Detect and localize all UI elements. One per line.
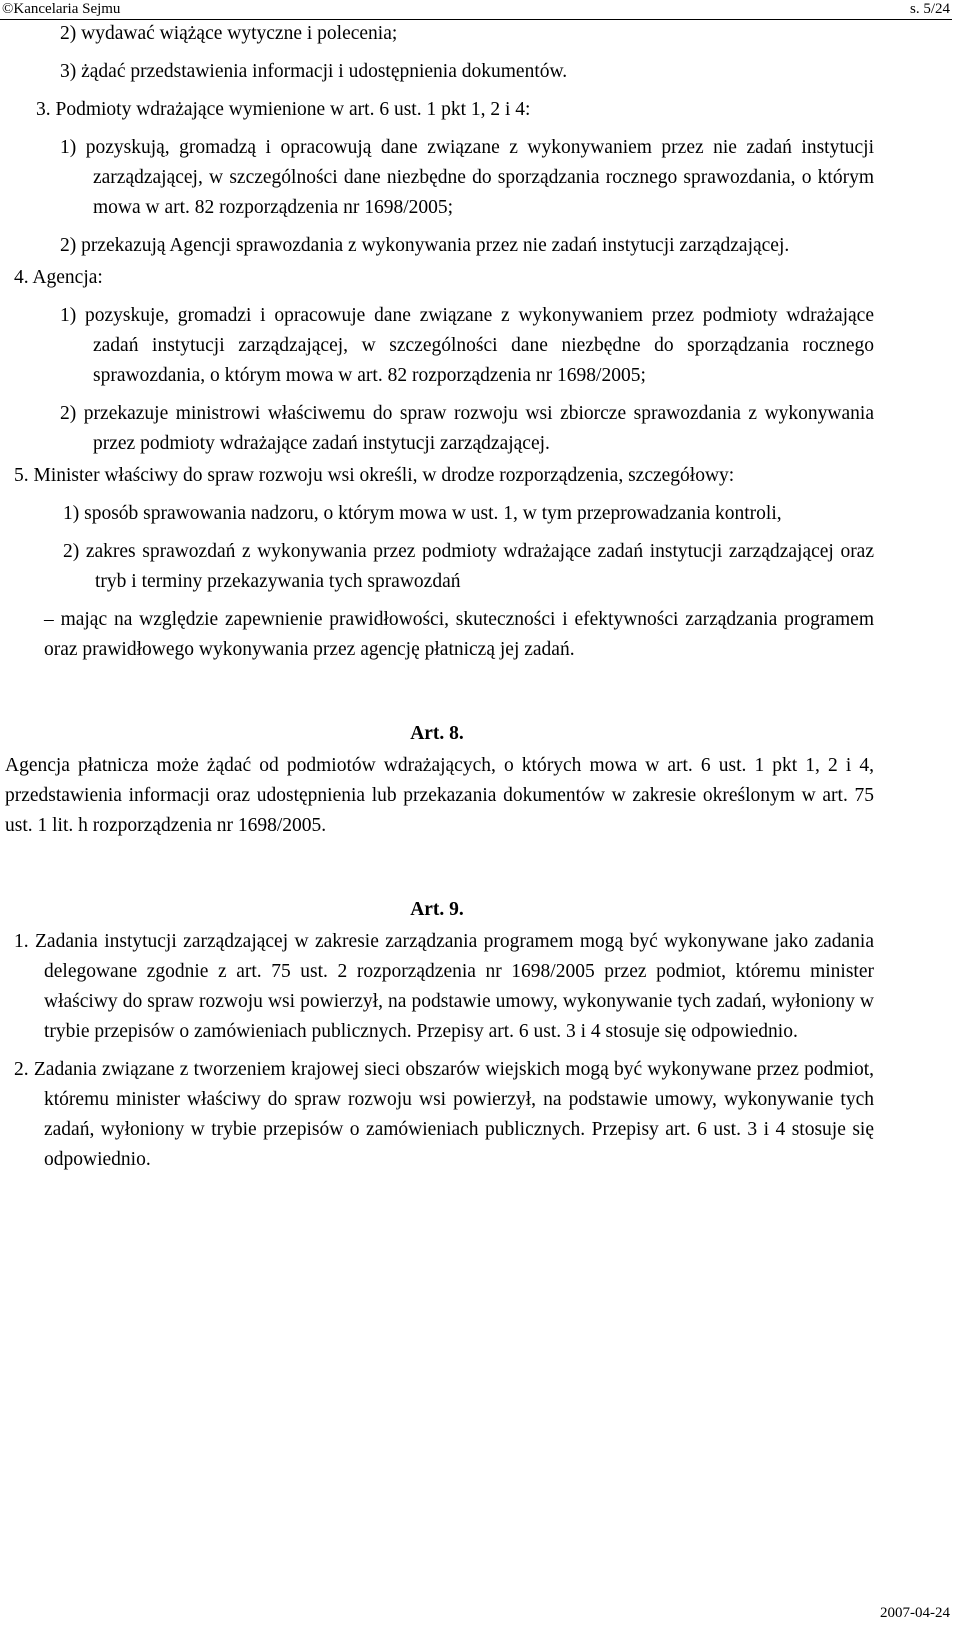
list-item: 1) pozyskuje, gromadzi i opracowuje dane związane z wykonywaniem przez podmioty wdrażające zadań instytucji zarządzającej, w szczególności dane niezbędne do sporządzania rocznego sprawozdania, o którym mowa w art. 82 rozporządzenia nr 1698/2005; [60,305,874,386]
article-9-para-2: 2. Zadania związane z tworzeniem krajowej sieci obszarów wiejskich mogą być wykonywane przez podmiot, któremu minister właściwy do spraw rozwoju wsi powierzył, na podstawie umowy, wykonywanie tych zadań, wyłoniony w trybie przepisów o zamówieniach publicznych. Przepisy art. 6 ust. 3 i 4 stosuje się odpowiednio. [14,1059,874,1170]
header-source: ©Kancelaria Sejmu [2,1,121,17]
article-8-title: Art. 8. [410,723,464,744]
list-item: 2) przekazują Agencji sprawozdania z wykonywania przez nie zadań instytucji zarządzającej. [60,235,790,256]
list-item: 1) pozyskują, gromadzą i opracowują dane związane z wykonywaniem przez nie zadań instytucji zarządzającej, w szczególności dane niezbędne do sporządzania rocznego sprawozdania, o którym mowa w art. 82 rozporządzenia nr 1698/2005; [60,137,874,218]
list-item: 2) przekazuje ministrowi właściwemu do spraw rozwoju wsi zbiorcze sprawozdania z wykonywania przez podmioty wdrażające zadań instytucji zarządzającej. [60,403,874,454]
article-8-text: Agencja płatnicza może żądać od podmiotów wdrażających, o których mowa w art. 6 ust. 1 pkt 1, 2 i 4, przedstawienia informacji oraz udostępnienia lub przekazania dokumentów w zakresie określonym w art. 75 ust. 1 lit. h rozporządzenia nr 1698/2005. [5,755,874,836]
list-item: 1) sposób sprawowania nadzoru, o którym mowa w ust. 1, w tym przeprowadzania kontroli, [63,503,782,524]
paragraph-3: 3. Podmioty wdrażające wymienione w art. 6 ust. 1 pkt 1, 2 i 4: [36,99,531,120]
header-page-number: s. 5/24 [909,1,950,17]
article-9-para-1: 1. Zadania instytucji zarządzającej w zakresie zarządzania programem mogą być wykonywane jako zadania delegowane zgodnie z art. 75 ust. 2 rozporządzenia nr 1698/2005 przez podmiot, któremu minister właściwy do spraw rozwoju wsi powierzył, na podstawie umowy, wykonywanie tych zadań, wyłoniony w trybie przepisów o zamówieniach publicznych. Przepisy art. 6 ust. 3 i 4 stosuje się odpowiednio. [14,931,874,1042]
footer-date: 2007-04-24 [880,1605,950,1621]
paragraph-4: 4. Agencja: [14,267,103,288]
document-body [0,19,874,1175]
article-9-title: Art. 9. [410,899,464,920]
list-item: 3) żądać przedstawienia informacji i udostępnienia dokumentów. [60,61,568,82]
paragraph-5: 5. Minister właściwy do spraw rozwoju wsi określi, w drodze rozporządzenia, szczegółowy: [14,465,735,486]
list-item: 2) zakres sprawozdań z wykonywania przez podmioty wdrażające zadań instytucji zarządzającej oraz tryb i terminy przekazywania tych sprawozdań [63,541,874,592]
closing-clause: – mając na względzie zapewnienie prawidłowości, skuteczności i efektywności zarządzania programem oraz prawidłowego wykonywania przez agencję płatniczą jej zadań. [44,609,874,660]
list-item: 2) wydawać wiążące wytyczne i polecenia; [60,23,398,44]
